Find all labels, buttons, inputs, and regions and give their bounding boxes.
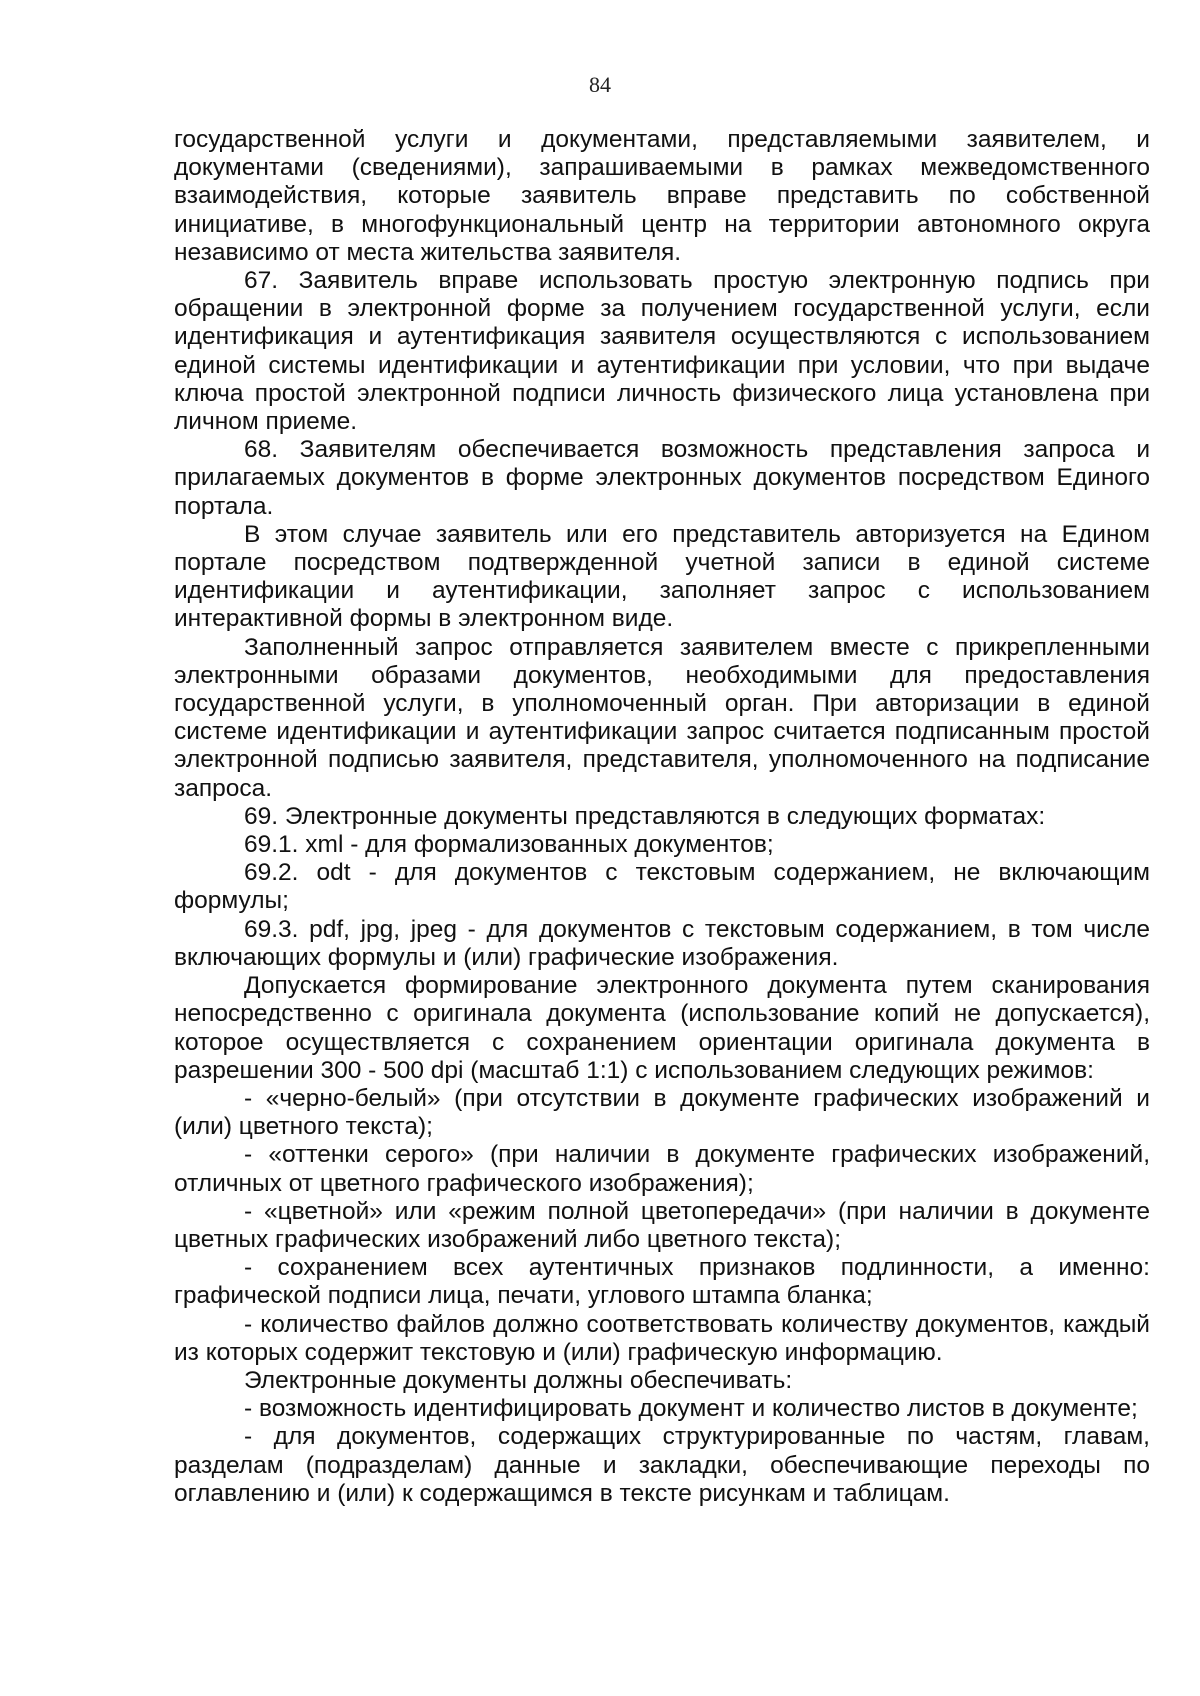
- paragraph: - «черно-белый» (при отсутствии в документе графических изображений и (или) цветного текста);: [174, 1084, 1150, 1141]
- paragraph: 67. Заявитель вправе использовать простую электронную подпись при обращении в электронной форме за получением государственной услуги, если идентификация и аутентификация заявителя осуществляются с использованием единой системы идентификации и аутентификации при условии, что при выдаче ключа простой электронной подписи личность физического лица установлена при личном приеме.: [174, 267, 1150, 436]
- paragraph: В этом случае заявитель или его представитель авторизуется на Едином портале посредством подтвержденной учетной записи в единой системе идентификации и аутентификации, заполняет запрос с использованием интерактивной формы в электронном виде.: [174, 520, 1150, 633]
- paragraph: 69.2. odt - для документов с текстовым содержанием, не включающим формулы;: [174, 859, 1150, 915]
- paragraph: Электронные документы должны обеспечивать:: [244, 1366, 793, 1394]
- document-body: [174, 126, 1150, 1508]
- paragraph: - возможность идентифицировать документ и количество листов в документе;: [244, 1395, 1138, 1423]
- paragraph: 69.1. xml - для формализованных документов;: [244, 831, 774, 859]
- page-number: 84: [589, 72, 611, 97]
- paragraph: - количество файлов должно соответствовать количеству документов, каждый из которых содержит текстовую и (или) графическую информацию.: [174, 1310, 1150, 1366]
- paragraph: - «цветной» или «режим полной цветопередачи» (при наличии в документе цветных графических изображений либо цветного текста);: [174, 1197, 1150, 1253]
- paragraph: - для документов, содержащих структурированные по частям, главам, разделам (подразделам) данные и закладки, обеспечивающие переходы по оглавлению и (или) к содержащимся в тексте рисункам и таблицам.: [174, 1423, 1150, 1507]
- paragraph: - сохранением всех аутентичных признаков подлинности, а именно: графической подписи лица, печати, углового штампа бланка;: [174, 1254, 1150, 1310]
- paragraph: государственной услуги и документами, представляемыми заявителем, и документами (сведениями), запрашиваемыми в рамках межведомственного взаимодействия, которые заявитель вправе представить по собственной инициативе, в многофункциональный центр на территории автономного округа независимо от места жительства заявителя.: [174, 126, 1150, 266]
- paragraph: Заполненный запрос отправляется заявителем вместе с прикрепленными электронными образами документов, необходимыми для предоставления государственной услуги, в уполномоченный орган. При авторизации в единой системе идентификации и аутентификации запрос считается подписанным простой электронной подписью заявителя, представителя, уполномоченного на подписание запроса.: [174, 633, 1150, 802]
- paragraph: 68. Заявителям обеспечивается возможность представления запроса и прилагаемых документов в форме электронных документов посредством Единого портала.: [174, 436, 1150, 520]
- paragraph: 69.3. pdf, jpg, jpeg - для документов с текстовым содержанием, в том числе включающих формулы и (или) графические изображения.: [174, 915, 1150, 971]
- paragraph: Допускается формирование электронного документа путем сканирования непосредственно с оригинала документа (использование копий не допускается), которое осуществляется с сохранением ориентации оригинала документа в разрешении 300 - 500 dpi (масштаб 1:1) с использованием следующих режимов:: [174, 972, 1150, 1084]
- paragraph: - «оттенки серого» (при наличии в документе графических изображений, отличных от цветного графического изображения);: [174, 1141, 1150, 1197]
- paragraph: 69. Электронные документы представляются в следующих форматах:: [244, 802, 1046, 830]
